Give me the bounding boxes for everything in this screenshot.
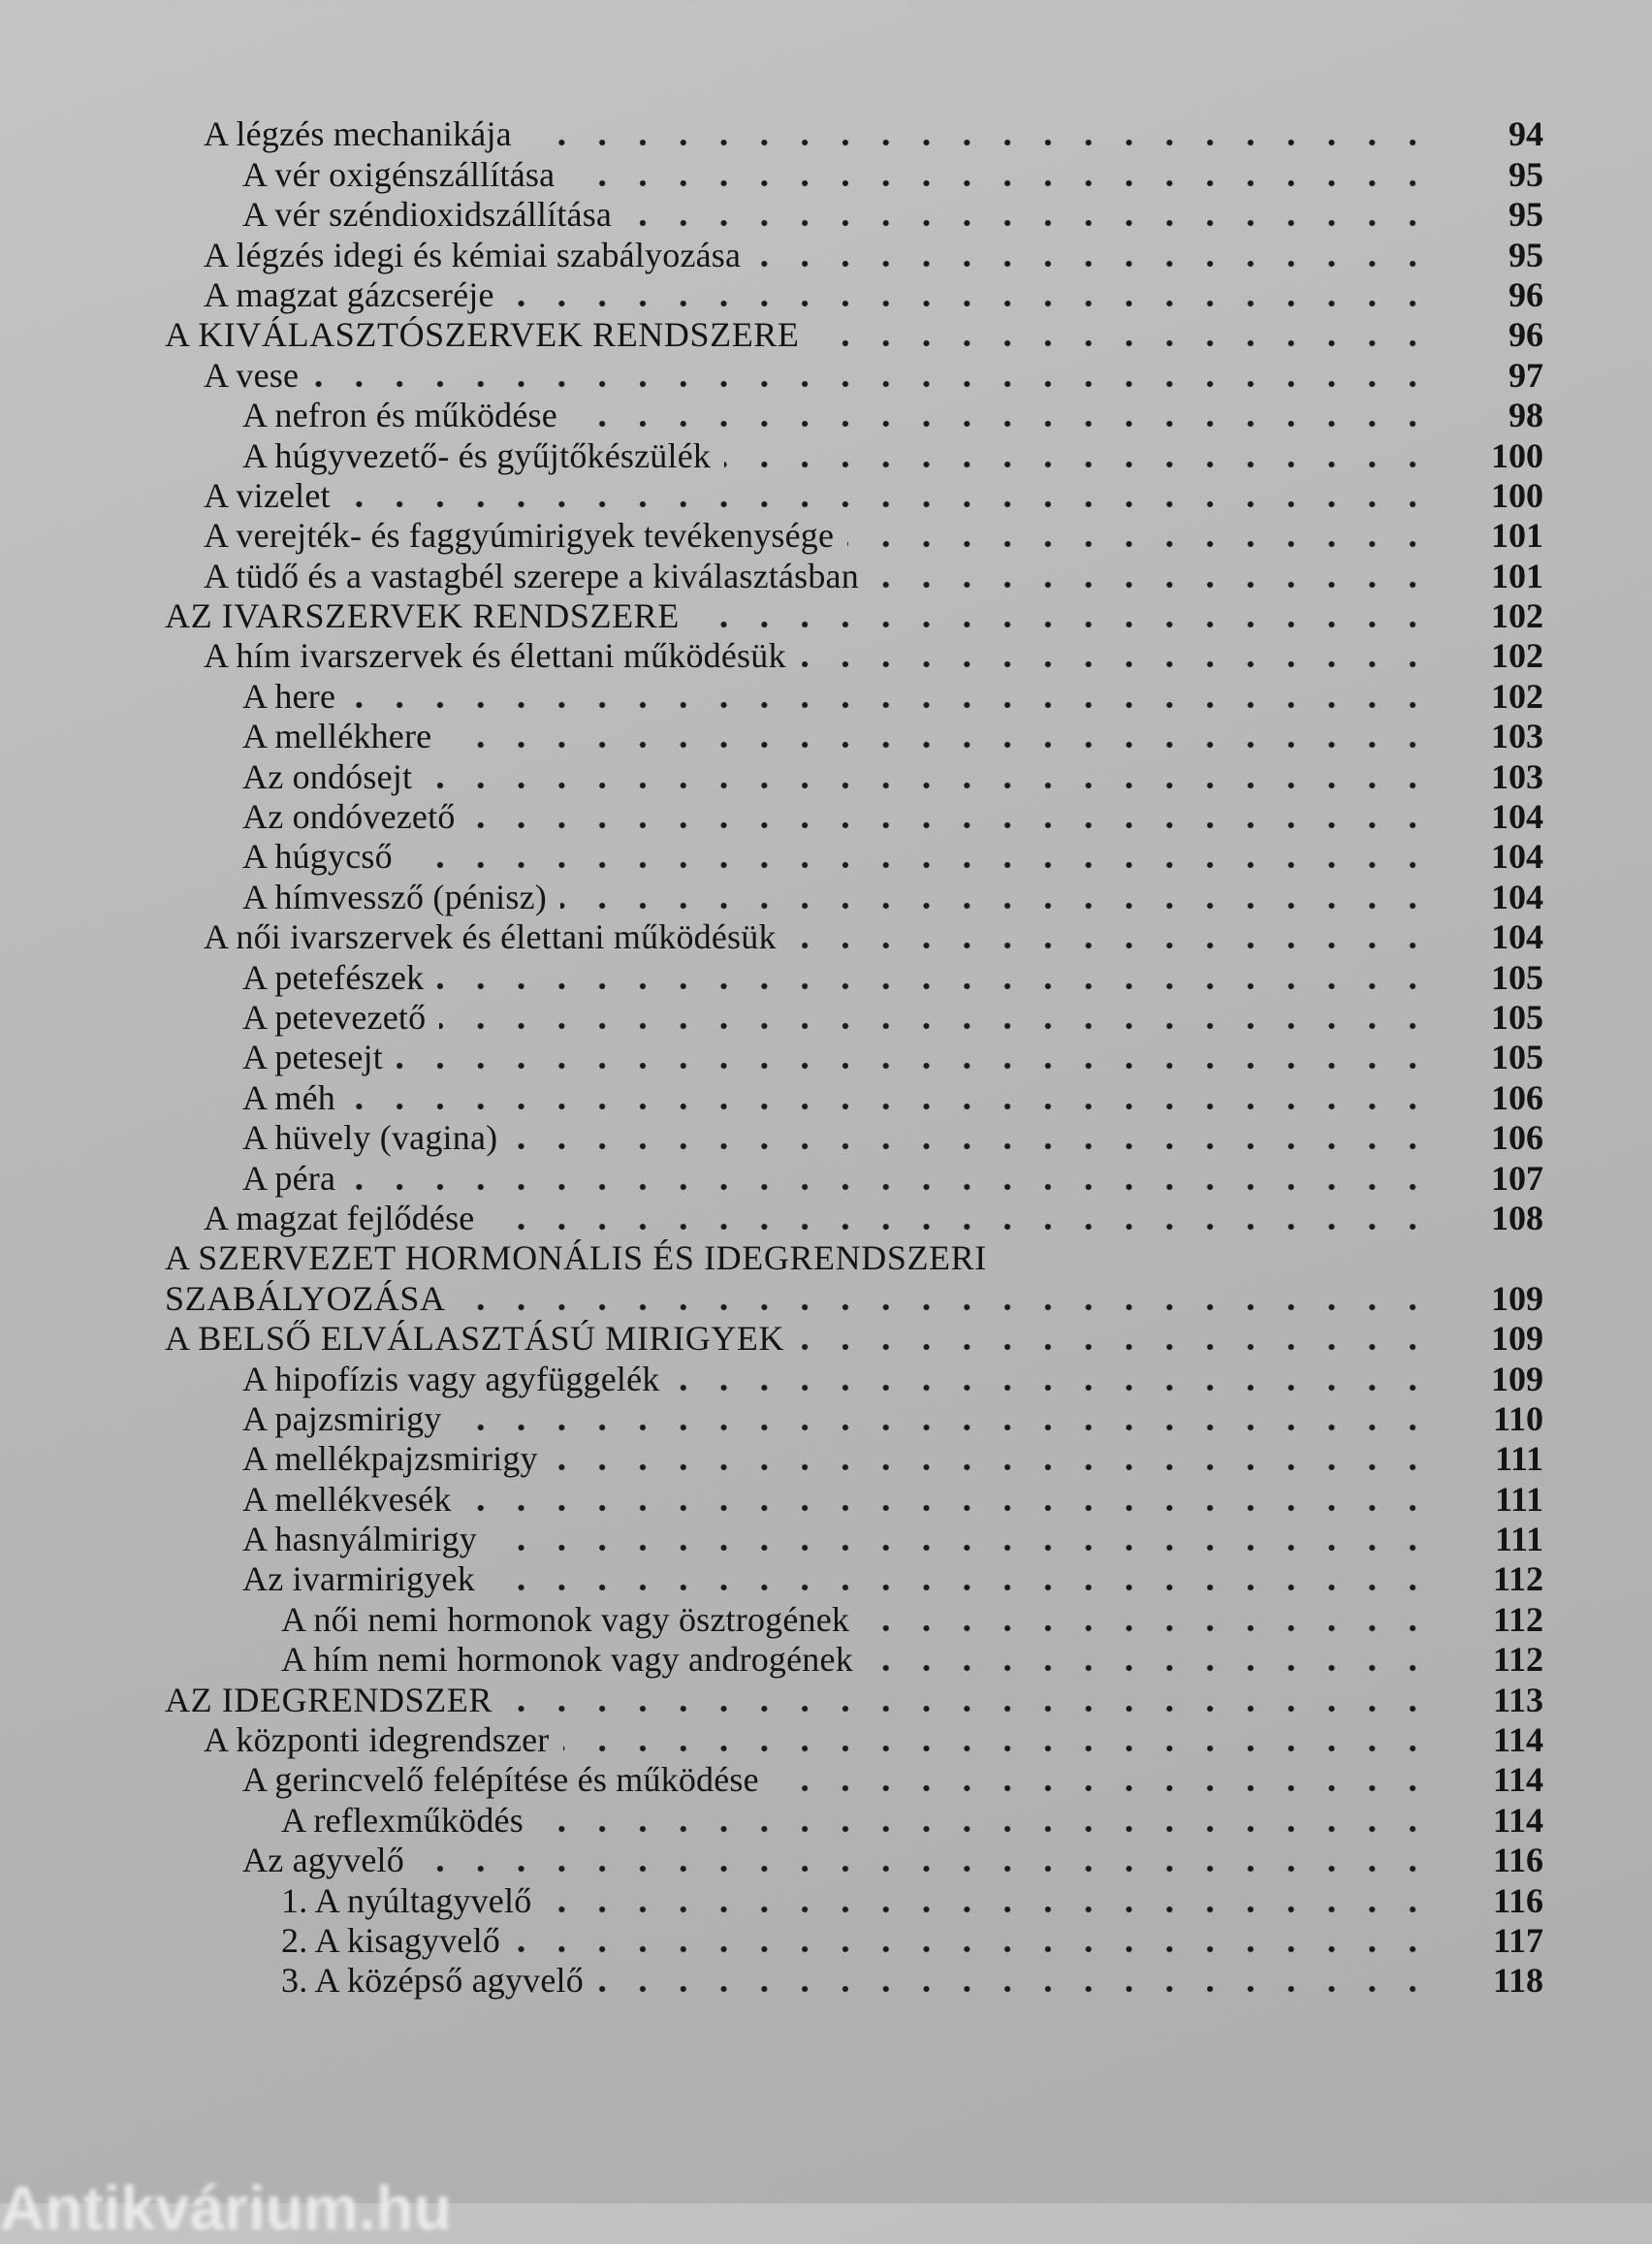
dot-leader (625, 219, 1433, 227)
toc-entry (0, 596, 1652, 636)
dot-leader (674, 1384, 1433, 1392)
toc-page-number: 111 (1494, 1520, 1543, 1559)
toc-entry-title: A BELSŐ ELVÁLASZTÁSÚ MIRIGYEK (165, 1319, 785, 1359)
toc-entry (0, 1118, 1652, 1158)
dot-leader (489, 1223, 1433, 1231)
toc-page-number: 103 (1491, 717, 1543, 756)
toc-entry-title: A gerincvelő felépítése és működése (242, 1760, 759, 1800)
toc-page-number: 106 (1491, 1077, 1543, 1117)
toc-entry (0, 355, 1652, 395)
toc-entry-title: A központi idegrendszer (204, 1720, 550, 1760)
toc-page-number: 100 (1491, 475, 1543, 515)
toc-entry-title: A pajzsmirigy (242, 1398, 442, 1438)
toc-entry (0, 235, 1652, 274)
toc-page-number: 105 (1491, 957, 1543, 997)
toc-entry (0, 676, 1652, 716)
toc-entry-title: A húgyvezető- és gyűjtőkészülék (242, 435, 712, 475)
dot-leader (406, 861, 1433, 869)
dot-leader (426, 782, 1433, 789)
toc-page-number: 104 (1491, 877, 1543, 916)
toc-page-number: 112 (1492, 1640, 1543, 1680)
toc-entry (0, 195, 1652, 235)
toc-entry-title: Az agyvelő (242, 1841, 404, 1880)
toc-entry-title: Az ondóvezető (242, 797, 456, 837)
toc-page-number: 102 (1491, 636, 1543, 676)
toc-entry (0, 275, 1652, 315)
toc-entry-title: A vér széndioxidszállítása (242, 195, 613, 235)
toc-entry-title: A méh (242, 1077, 335, 1117)
toc-page-number: 106 (1491, 1118, 1543, 1158)
dot-leader (511, 1142, 1433, 1150)
toc-entry (0, 1520, 1652, 1559)
dot-leader (437, 982, 1433, 990)
toc-page-number: 116 (1492, 1841, 1543, 1880)
dot-leader (863, 1624, 1433, 1632)
toc-entry (0, 917, 1652, 957)
dot-leader (847, 540, 1433, 548)
toc-entry-title: A légzés idegi és kémiai szabályozása (204, 235, 742, 274)
toc-entry-title: A KIVÁLASZTÓSZERVEK RENDSZERE (165, 315, 800, 355)
toc-page-number: 112 (1492, 1559, 1543, 1599)
dot-leader (460, 1303, 1433, 1311)
dot-leader (418, 1865, 1433, 1873)
toc-entry-title: Az ondósejt (242, 756, 413, 796)
toc-entry (0, 837, 1652, 877)
dot-leader (312, 380, 1433, 388)
toc-entry (0, 476, 1652, 516)
dot-leader (552, 1463, 1433, 1471)
toc-entry-title: A hasnyálmirigy (242, 1520, 477, 1559)
toc-entry (0, 1720, 1652, 1760)
toc-entry (0, 957, 1652, 997)
toc-page-number: 103 (1491, 756, 1543, 796)
dot-leader (545, 1906, 1433, 1913)
toc-page-number: 101 (1491, 556, 1543, 595)
toc-entry (0, 396, 1652, 435)
dot-leader (754, 260, 1433, 268)
dot-leader (597, 1985, 1433, 1993)
toc-entry (0, 1038, 1652, 1077)
dot-leader (773, 1784, 1433, 1792)
toc-entry (0, 717, 1652, 756)
dot-leader (344, 500, 1433, 508)
toc-page-number: 109 (1491, 1319, 1543, 1359)
dot-leader (514, 1945, 1433, 1953)
toc-page-number: 98 (1509, 396, 1543, 435)
dot-leader (349, 701, 1433, 709)
toc-page-number: 95 (1509, 154, 1543, 194)
dot-leader (571, 420, 1433, 428)
toc-entry-title: 3. A középső agyvelő (281, 1961, 584, 2001)
toc-entry-title: A hipofízis vagy agyfüggelék (242, 1359, 660, 1398)
dot-leader (563, 1745, 1433, 1752)
toc-entry-title: A petefészek (242, 957, 425, 997)
toc-entry (0, 1399, 1652, 1439)
dot-leader (439, 1022, 1433, 1030)
dot-leader (800, 660, 1433, 668)
toc-entry-title: A női nemi hormonok vagy ösztrogének (281, 1599, 850, 1639)
toc-entry-title: AZ IDEGRENDSZER (165, 1680, 492, 1719)
toc-page-number: 107 (1491, 1158, 1543, 1198)
toc-entry-title: A magzat fejlődése (204, 1198, 475, 1237)
toc-entry-title: A mellékvesék (242, 1479, 452, 1519)
toc-page-number: 104 (1491, 797, 1543, 837)
toc-entry-title: A SZERVEZET HORMONÁLIS ÉS IDEGRENDSZERI (165, 1238, 987, 1278)
toc-entry-title: SZABÁLYOZÁSA (165, 1278, 446, 1318)
toc-entry-title: A reflexműködés (281, 1800, 524, 1840)
toc-entry-title: 2. A kisagyvelő (281, 1920, 500, 1960)
toc-entry-title: A petesejt (242, 1038, 383, 1077)
dot-leader (489, 1584, 1433, 1591)
dot-leader (525, 139, 1433, 146)
toc-page-number: 104 (1491, 837, 1543, 877)
toc-entry (0, 1479, 1652, 1519)
toc-entry-title: A nefron és működése (242, 396, 557, 435)
toc-entry (0, 1599, 1652, 1639)
dot-leader (873, 581, 1433, 589)
toc-page-number: 102 (1491, 676, 1543, 716)
toc-page-number: 96 (1509, 274, 1543, 314)
toc-page-number: 97 (1509, 355, 1543, 395)
dot-leader (693, 621, 1433, 628)
toc-entry (0, 797, 1652, 837)
toc-entry-title: A mellékpajzsmirigy (242, 1439, 538, 1479)
dot-leader (349, 1103, 1433, 1110)
toc-entry (0, 1760, 1652, 1800)
toc-entry (0, 556, 1652, 595)
toc-page-number: 102 (1491, 596, 1543, 636)
dot-leader (465, 1504, 1433, 1512)
toc-page-number: 113 (1492, 1680, 1543, 1719)
toc-page-number: 105 (1491, 997, 1543, 1037)
toc-page-number: 100 (1491, 435, 1543, 475)
toc-entry (0, 1680, 1652, 1719)
toc-page-number: 112 (1492, 1599, 1543, 1639)
toc-page-number: 101 (1491, 516, 1543, 556)
toc-page-number: 114 (1492, 1800, 1543, 1840)
toc-entry (0, 1199, 1652, 1238)
toc-entry (0, 1921, 1652, 1961)
toc-entry-title: 1. A nyúltagyvelő (281, 1880, 532, 1920)
toc-entry (0, 998, 1652, 1038)
toc-entry-title: A hím ivarszervek és élettani működésük (204, 636, 786, 676)
toc-entry (0, 1319, 1652, 1359)
toc-entry (0, 877, 1652, 916)
toc-entry-title: A hímvessző (pénisz) (242, 877, 547, 916)
dot-leader (560, 902, 1433, 910)
toc-entry (0, 435, 1652, 475)
toc-page-number: 109 (1491, 1278, 1543, 1318)
toc-entry (0, 1077, 1652, 1117)
toc-entry-title: A vizelet (204, 475, 331, 515)
toc-entry-title: A mellékhere (242, 717, 432, 756)
toc-page-number: 105 (1491, 1038, 1543, 1077)
toc-entry (0, 636, 1652, 676)
toc-entry-title: Az ivarmirigyek (242, 1559, 475, 1599)
toc-entry-title: AZ IVARSZERVEK RENDSZERE (165, 596, 680, 636)
dot-leader (397, 1062, 1433, 1070)
toc-page-number: 95 (1509, 235, 1543, 274)
toc-entry (0, 1439, 1652, 1479)
dot-leader (790, 942, 1433, 949)
toc-page-number: 109 (1491, 1359, 1543, 1398)
toc-entry-title: A hüvely (vagina) (242, 1118, 498, 1158)
toc-entry-title: A légzés mechanikája (204, 114, 512, 154)
toc-entry-title: A hím nemi hormonok vagy androgének (281, 1640, 853, 1680)
toc-page-number: 116 (1492, 1880, 1543, 1920)
dot-leader (813, 339, 1433, 347)
toc-entry-title: A húgycső (242, 837, 393, 877)
toc-entry (0, 1158, 1652, 1198)
toc-entry (0, 516, 1652, 556)
toc-page-number: 114 (1492, 1720, 1543, 1760)
dot-leader (456, 1424, 1433, 1431)
dot-leader (867, 1664, 1433, 1672)
toc-page-number: 111 (1494, 1479, 1543, 1519)
toc-entry (0, 1278, 1652, 1318)
dot-leader (724, 461, 1433, 468)
toc-page-number: 110 (1492, 1398, 1543, 1438)
toc-page-number: 104 (1491, 917, 1543, 957)
toc-entry (0, 1841, 1652, 1880)
toc-entry-title: A magzat gázcseréje (204, 274, 494, 314)
toc-entry-title: A vér oxigénszállítása (242, 154, 556, 194)
toc-entry-title: A vese (204, 355, 300, 395)
toc-entry (0, 1359, 1652, 1398)
watermark: Antikvárium.hu (0, 2173, 452, 2243)
toc-page-number: 114 (1492, 1760, 1543, 1800)
dot-leader (568, 179, 1433, 187)
table-of-contents (0, 114, 1652, 2001)
toc-entry (0, 1961, 1652, 2001)
dot-leader (508, 300, 1433, 307)
toc-entry (0, 1880, 1652, 1920)
dot-leader (537, 1825, 1433, 1833)
toc-entry (0, 1800, 1652, 1840)
dot-leader (506, 1705, 1433, 1713)
toc-entry-title: A női ivarszervek és élettani működésük (204, 917, 777, 957)
toc-entry (0, 1640, 1652, 1680)
toc-page-number: 117 (1492, 1920, 1543, 1960)
toc-entry (0, 114, 1652, 154)
toc-entry-title: A petevezető (242, 997, 427, 1037)
toc-entry (0, 315, 1652, 355)
toc-entry (0, 1559, 1652, 1599)
toc-page-number: 108 (1491, 1198, 1543, 1237)
toc-entry (0, 756, 1652, 796)
toc-page-number: 118 (1492, 1961, 1543, 2001)
toc-entry-title: A verejték- és faggyúmirigyek tevékenysége (204, 516, 835, 556)
dot-leader (491, 1544, 1433, 1552)
toc-page-number: 94 (1509, 114, 1543, 154)
dot-leader (349, 1183, 1433, 1191)
toc-entry-title: A here (242, 676, 336, 716)
dot-leader (445, 741, 1433, 749)
toc-entry-title: A tüdő és a vastagbél szerepe a kiválasztásban (204, 556, 859, 595)
toc-entry (0, 154, 1652, 194)
toc-page-number: 95 (1509, 195, 1543, 235)
toc-page-number: 96 (1509, 315, 1543, 355)
toc-page-number: 111 (1494, 1439, 1543, 1479)
dot-leader (798, 1343, 1433, 1351)
toc-entry-title: A péra (242, 1158, 336, 1198)
toc-entry (0, 1238, 1652, 1278)
dot-leader (469, 821, 1433, 829)
